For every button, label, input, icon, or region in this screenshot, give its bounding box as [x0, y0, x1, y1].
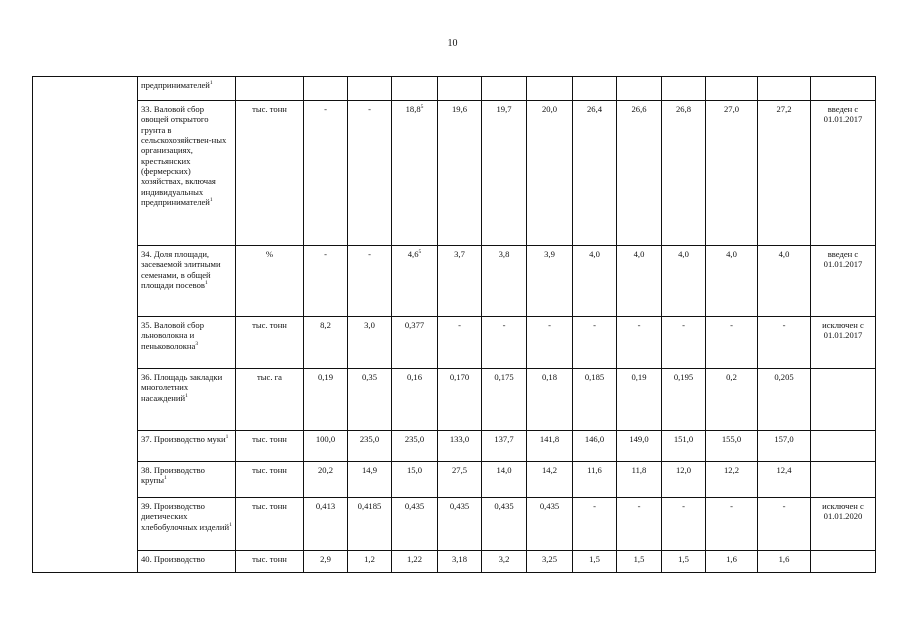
value-cell: 0,35 [348, 369, 392, 431]
value-cell: 20,2 [304, 462, 348, 498]
value-cell [482, 77, 527, 101]
value-cell: - [617, 317, 662, 369]
value-cell [392, 77, 438, 101]
value-cell: 1,6 [706, 551, 758, 573]
value-cell: - [482, 317, 527, 369]
value-cell: 20,0 [527, 101, 573, 246]
value-cell: 4,0 [758, 246, 811, 317]
indicator-name-cell: 37. Производство муки$^1$ [138, 431, 236, 462]
value-cell: - [304, 246, 348, 317]
value-cell [348, 77, 392, 101]
value-cell: 235,0 [392, 431, 438, 462]
table-row [33, 77, 876, 101]
value-cell: 0,377 [392, 317, 438, 369]
value-cell: 26,6 [617, 101, 662, 246]
value-cell [527, 77, 573, 101]
value-cell: 15,0 [392, 462, 438, 498]
value-cell: - [706, 498, 758, 551]
value-cell: - [348, 101, 392, 246]
value-cell: 1,5 [617, 551, 662, 573]
value-cell: 100,0 [304, 431, 348, 462]
unit-cell [236, 77, 304, 101]
indicator-name-cell: 33. Валовой сбор овощей открытого грунта в сельскохозяйствен-ных организациях, крестьянских (фермерских) хозяйствах, включая индивидуальных предпринимателей$^1$ [138, 101, 236, 246]
note-cell: введен с 01.01.2017 [811, 101, 876, 246]
note-cell: введен с 01.01.2017 [811, 246, 876, 317]
value-cell: 157,0 [758, 431, 811, 462]
value-cell: 0,175 [482, 369, 527, 431]
value-cell: 3,2 [482, 551, 527, 573]
value-cell: 133,0 [438, 431, 482, 462]
note-cell [811, 431, 876, 462]
value-cell: 0,205 [758, 369, 811, 431]
value-cell: 149,0 [617, 431, 662, 462]
value-cell [304, 77, 348, 101]
value-cell: - [758, 498, 811, 551]
table-row [33, 246, 876, 317]
value-cell: - [617, 498, 662, 551]
unit-cell: тыс. тонн [236, 462, 304, 498]
unit-cell: тыс. тонн [236, 551, 304, 573]
value-cell [617, 77, 662, 101]
value-cell: 27,5 [438, 462, 482, 498]
value-cell: 4,0 [662, 246, 706, 317]
value-cell: - [304, 101, 348, 246]
value-cell: 155,0 [706, 431, 758, 462]
page-number: 10 [447, 38, 458, 49]
value-cell: 11,8 [617, 462, 662, 498]
value-cell: 2,9 [304, 551, 348, 573]
table-row [33, 551, 876, 573]
unit-cell: тыс. га [236, 369, 304, 431]
value-cell: 3,18 [438, 551, 482, 573]
value-cell: $4,6^5$ [392, 246, 438, 317]
value-cell: 12,0 [662, 462, 706, 498]
indicator-name-cell: 40. Производство [138, 551, 236, 573]
note-cell [811, 551, 876, 573]
merged-left-cell [33, 77, 138, 573]
value-cell [758, 77, 811, 101]
indicator-name-cell: 35. Валовой сбор льноволокна и пеньковолокна$^3$ [138, 317, 236, 369]
value-cell: 19,6 [438, 101, 482, 246]
value-cell: 0,435 [392, 498, 438, 551]
value-cell: 3,0 [348, 317, 392, 369]
value-cell: 0,435 [482, 498, 527, 551]
value-cell [573, 77, 617, 101]
value-cell: 1,6 [758, 551, 811, 573]
value-cell: 4,0 [706, 246, 758, 317]
value-cell: 12,4 [758, 462, 811, 498]
value-cell: 0,195 [662, 369, 706, 431]
table-row [33, 101, 876, 246]
value-cell: 8,2 [304, 317, 348, 369]
table-row [33, 317, 876, 369]
unit-cell: % [236, 246, 304, 317]
value-cell: 0,170 [438, 369, 482, 431]
value-cell: - [527, 317, 573, 369]
value-cell: 0,19 [304, 369, 348, 431]
unit-cell: тыс. тонн [236, 431, 304, 462]
value-cell [662, 77, 706, 101]
value-cell: 0,435 [527, 498, 573, 551]
value-cell: 0,16 [392, 369, 438, 431]
value-cell: 0,18 [527, 369, 573, 431]
value-cell: 26,4 [573, 101, 617, 246]
value-cell: 3,8 [482, 246, 527, 317]
value-cell: 146,0 [573, 431, 617, 462]
value-cell: 0,185 [573, 369, 617, 431]
value-cell: - [758, 317, 811, 369]
value-cell [706, 77, 758, 101]
value-cell: - [662, 498, 706, 551]
value-cell: - [348, 246, 392, 317]
indicator-name-cell: 39. Производство диетических хлебобулочных изделий$^1$ [138, 498, 236, 551]
indicator-name-cell: 38. Производство крупы$^1$ [138, 462, 236, 498]
value-cell: 14,9 [348, 462, 392, 498]
value-cell: 137,7 [482, 431, 527, 462]
value-cell: - [662, 317, 706, 369]
note-cell [811, 369, 876, 431]
value-cell: - [573, 317, 617, 369]
value-cell: 4,0 [617, 246, 662, 317]
unit-cell: тыс. тонн [236, 317, 304, 369]
value-cell: 14,0 [482, 462, 527, 498]
value-cell: 27,2 [758, 101, 811, 246]
value-cell: 1,2 [348, 551, 392, 573]
value-cell: 19,7 [482, 101, 527, 246]
note-cell [811, 462, 876, 498]
indicator-name-cell: 36. Площадь закладки многолетних насаждений$^1$ [138, 369, 236, 431]
unit-cell: тыс. тонн [236, 101, 304, 246]
value-cell: 0,435 [438, 498, 482, 551]
value-cell: - [573, 498, 617, 551]
value-cell: 1,22 [392, 551, 438, 573]
value-cell: 3,25 [527, 551, 573, 573]
table-row [33, 369, 876, 431]
table-row [33, 498, 876, 551]
note-cell [811, 77, 876, 101]
unit-cell: тыс. тонн [236, 498, 304, 551]
value-cell: 151,0 [662, 431, 706, 462]
value-cell: 14,2 [527, 462, 573, 498]
table-row [33, 462, 876, 498]
value-cell: 0,19 [617, 369, 662, 431]
note-cell: исключен с 01.01.2017 [811, 317, 876, 369]
indicators-table [32, 76, 876, 573]
value-cell: 0,4185 [348, 498, 392, 551]
value-cell: 0,2 [706, 369, 758, 431]
value-cell: 235,0 [348, 431, 392, 462]
value-cell: 3,9 [527, 246, 573, 317]
indicator-name-cell: 34. Доля площади, засеваемой элитными семенами, в общей площади посевов$^1$ [138, 246, 236, 317]
value-cell [438, 77, 482, 101]
value-cell: 3,7 [438, 246, 482, 317]
value-cell: 1,5 [662, 551, 706, 573]
value-cell: 27,0 [706, 101, 758, 246]
value-cell: - [438, 317, 482, 369]
value-cell: 12,2 [706, 462, 758, 498]
value-cell: 1,5 [573, 551, 617, 573]
note-cell: исключен с 01.01.2020 [811, 498, 876, 551]
table-row [33, 431, 876, 462]
value-cell: 18,8$^5$ [392, 101, 438, 246]
value-cell: - [706, 317, 758, 369]
indicator-name-cell: предпринимателей$^1$ [138, 77, 236, 101]
value-cell: 4,0 [573, 246, 617, 317]
value-cell: 26,8 [662, 101, 706, 246]
value-cell: 0,413 [304, 498, 348, 551]
value-cell: 141,8 [527, 431, 573, 462]
value-cell: 11,6 [573, 462, 617, 498]
